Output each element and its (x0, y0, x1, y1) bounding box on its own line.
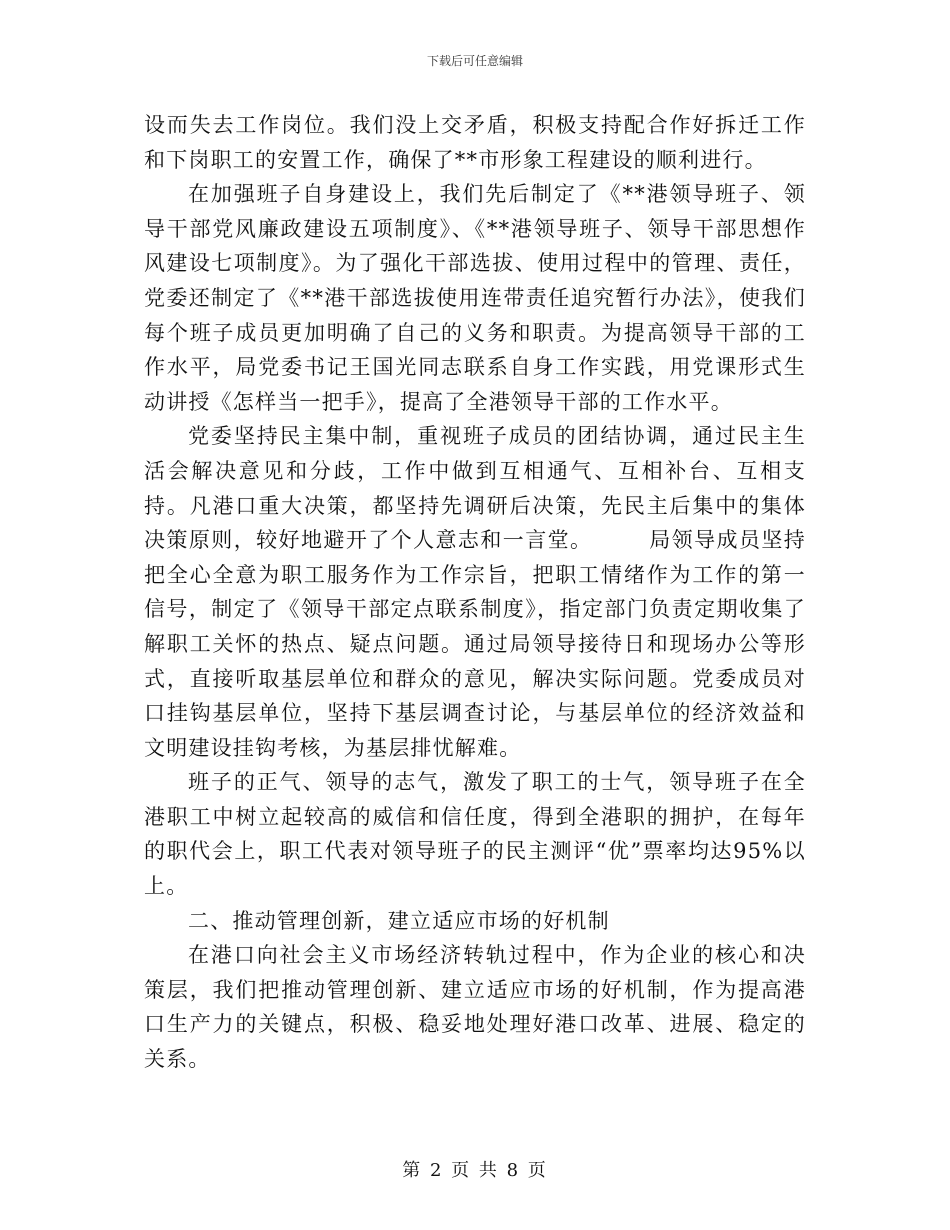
document-body (144, 108, 806, 1077)
paragraph-team-prestige: 班子的正气、领导的志气，激发了职工的士气，领导班子在全港职工中树立起较高的威信和信任度，得到全港职的拥护，在每年的职代会上，职工代表对领导班子的民主测评“优”票率均达95%以上。 (144, 770, 806, 899)
section-heading-management-innovation: 二、推动管理创新，建立适应市场的好机制 (188, 908, 610, 933)
page-number-footer: 第 2 页 共 8 页 (402, 1160, 548, 1181)
paragraph-team-building: 在加强班子自身建设上，我们先后制定了《**港领导班子、领导干部党风廉政建设五项制度》、《**港领导班子、领导干部思想作风建设七项制度》。为了强化干部选拔、使用过程中的管理、责任，党委还制定了《**港干部选拔使用连带责任追究暂行办法》，使我们每个班子成员更加明确了自己的义务和职责。为提高领导干部的工作水平，局党委书记王国光同志联系自身工作实践，用党课形式生动讲授《怎样当一把手》，提高了全港领导干部的工作水平。 (144, 182, 806, 414)
page-header-note: 下载后可任意编辑 (426, 54, 523, 68)
paragraph-continuation: 设而失去工作岗位。我们没上交矛盾，积极支持配合作好拆迁工作和下岗职工的安置工作，确保了**市形象工程建设的顺利进行。 (144, 113, 806, 172)
paragraph-democratic-centralism: 党委坚持民主集中制，重视班子成员的团结协调，通过民主生活会解决意见和分歧，工作中做到互相通气、互相补台、互相支持。凡港口重大决策，都坚持先调研后决策，先民主后集中的集体决策原则，较好地避开了个人意志和一言堂。 局领导成员坚持把全心全意为职工服务作为工作宗旨，把职工情绪作为工作的第一信号，制定了《领导干部定点联系制度》，指定部门负责定期收集了解职工关怀的热点、疑点问题。通过局领导接待日和现场办公等形式，直接听取基层单位和群众的意见，解决实际问题。党委成员对口挂钩基层单位，坚持下基层调查讨论，与基层单位的经济效益和文明建设挂钩考核，为基层排忧解难。 (144, 424, 806, 760)
paragraph-market-transition: 在港口向社会主义市场经济转轨过程中，作为企业的核心和决策层，我们把推动管理创新、建立适应市场的好机制，作为提高港口生产力的关键点，积极、稳妥地处理好港口改革、进展、稳定的关系。 (144, 943, 806, 1072)
